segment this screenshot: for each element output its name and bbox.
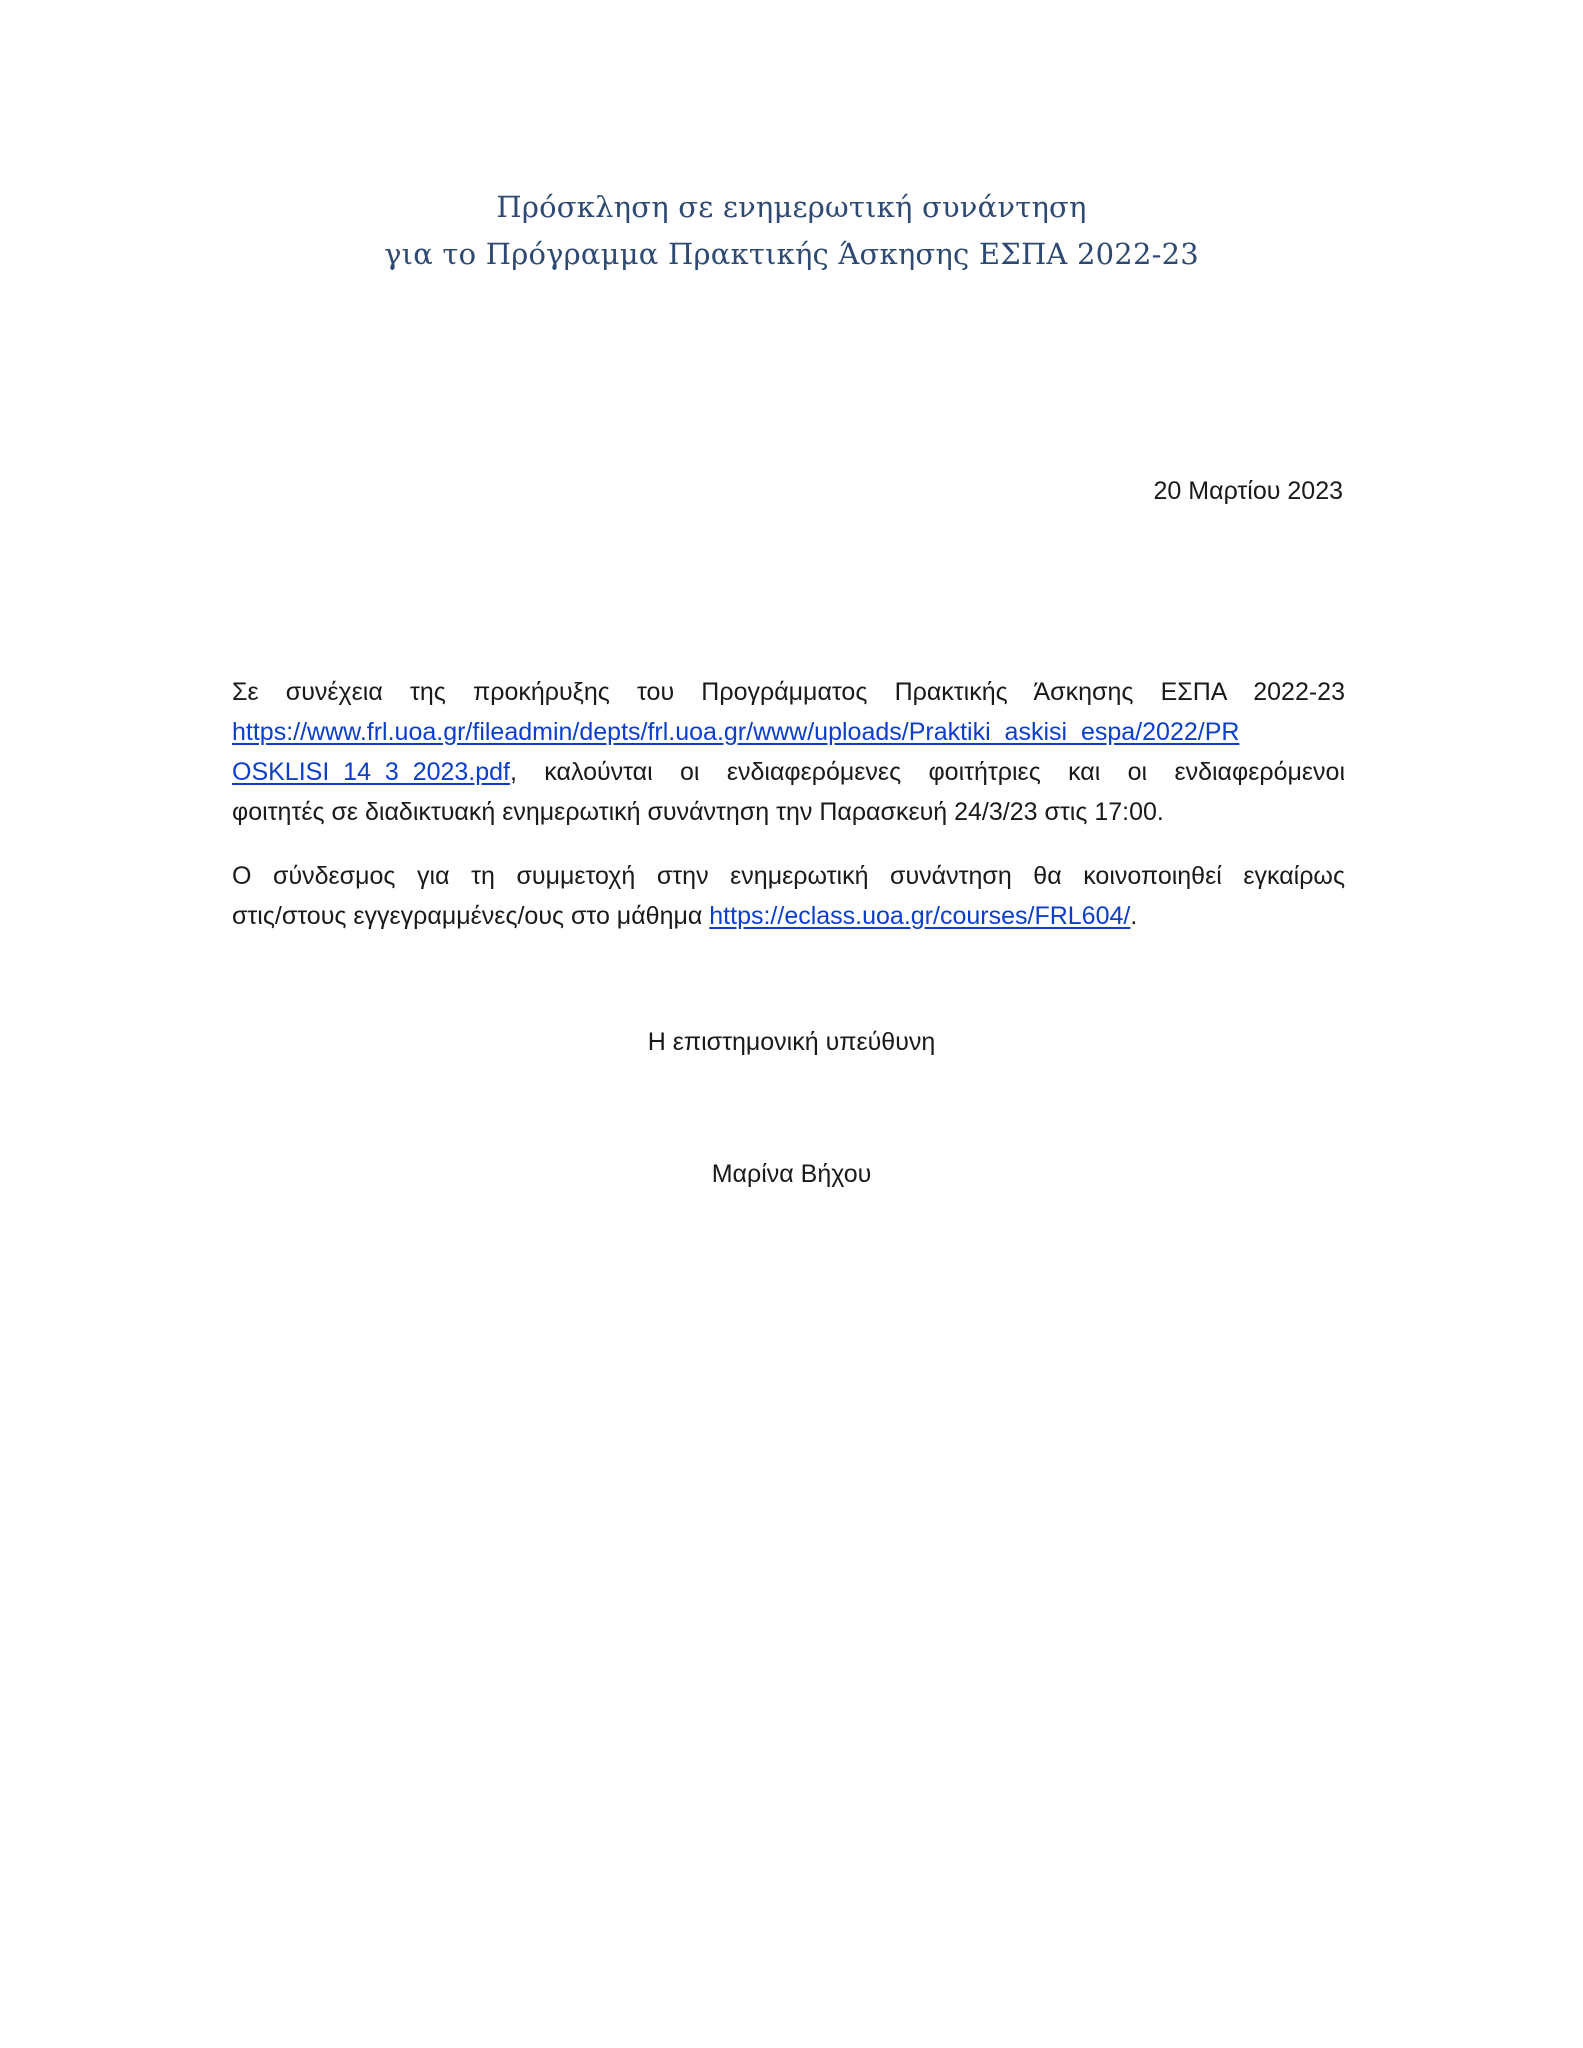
paragraph-1-line-3 — [232, 752, 1345, 792]
paragraph-1-line-4: φοιτητές σε διαδικτυακή ενημερωτική συνάντηση την Παρασκευή 24/3/23 στις 17:00. — [232, 798, 1164, 826]
signature-name: Μαρίνα Βήχου — [711, 1160, 872, 1188]
paragraph-meeting-link — [232, 856, 1345, 936]
paragraph-1-line-3-text: , καλούνται οι ενδιαφερόμενες φοιτήτριες και οι ενδιαφερόμενοι — [510, 758, 1345, 786]
paragraph-announcement — [232, 672, 1345, 832]
document-title-line-2: για το Πρόγραμμα Πρακτικής Άσκησης ΕΣΠΑ 2022-23 — [384, 237, 1199, 271]
document-date: 20 Μαρτίου 2023 — [1153, 477, 1343, 505]
announcement-link-part-2[interactable]: OSKLISI_14_3_2023.pdf — [232, 758, 511, 786]
paragraph-1-line-2 — [232, 712, 1345, 752]
paragraph-2-line-1: Ο σύνδεσμος για τη συμμετοχή στην ενημερωτική συνάντηση θα κοινοποιηθεί εγκαίρως — [232, 862, 1345, 890]
paragraph-2-line-2-text: στις/στους εγγεγραμμένες/ους στο μάθημα — [232, 902, 710, 930]
paragraph-2-line-2 — [232, 896, 1345, 936]
paragraph-2-line-2-end: . — [1130, 902, 1138, 930]
signature-role: Η επιστημονική υπεύθυνη — [647, 1028, 936, 1056]
document-title-line-1: Πρόσκληση σε ενημερωτική συνάντηση — [496, 190, 1087, 224]
eclass-course-link[interactable]: https://eclass.uoa.gr/courses/FRL604/ — [709, 902, 1131, 930]
paragraph-1-line-1: Σε συνέχεια της προκήρυξης του Προγράμματος Πρακτικής Άσκησης ΕΣΠΑ 2022-23 — [232, 678, 1345, 706]
announcement-link-part-1[interactable]: https://www.frl.uoa.gr/fileadmin/depts/frl.uoa.gr/www/uploads/Praktiki_askisi_espa/2022/PR — [232, 718, 1240, 746]
